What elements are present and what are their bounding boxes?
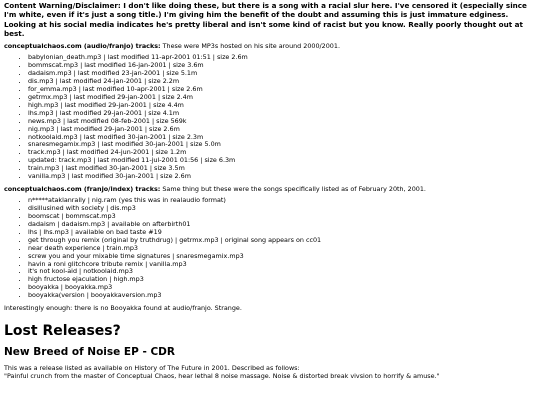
list-item: • n*****ataklanrally | nig.ram (yes this was in realaudio format) bbox=[28, 197, 536, 205]
index-track-list bbox=[4, 197, 536, 300]
list-item: • dis.mp3 | last modified 24-jan-2001 | size 2.2m bbox=[28, 78, 536, 86]
list-item: • bommscat.mp3 | last modified 16-jan-2001 | size 3.6m bbox=[28, 62, 536, 70]
audio-track-list bbox=[4, 54, 536, 181]
list-item: • notkoolaid.mp3 | last modified 30-jan-2001 | size 2.3m bbox=[28, 134, 536, 142]
booyakka-note: Interestingly enough: there is no Booyakka found at audio/franjo. Strange. bbox=[4, 304, 242, 313]
lost-releases-heading: Lost Releases? bbox=[4, 323, 121, 340]
content-warning: Content Warning/Disclaimer: I don't like doing these, but there is a song with a racial slur here. I've censored it (especially since I'm white, even if it's just a song title.) I'm giving him the benefit of the doubt and assuming this is just immature edginess. Looking at his social media indicates he's pretty liberal and isn't some kind of racist but you know. Really poorly thought out at best. bbox=[4, 1, 527, 38]
list-item: • track.mp3 | last modified 24-jun-2001 | size 1.2m bbox=[28, 149, 536, 157]
list-item: • nig.mp3 | last modified 29-jan-2001 | size 2.6m bbox=[28, 126, 536, 134]
audio-section-text: These were MP3s hosted on his site around 2000/2001. bbox=[160, 42, 340, 51]
list-item: • dadaism.mp3 | last modified 23-jan-2001 | size 5.1m bbox=[28, 70, 536, 78]
list-item: • booyakka(version | booyakkaversion.mp3 bbox=[28, 292, 536, 300]
list-item: • screw you and your mixable time signatures | snaresmegamix.mp3 bbox=[28, 253, 536, 261]
list-item: • getrmx.mp3 | last modified 29-jan-2001 | size 2.4m bbox=[28, 94, 536, 102]
list-item: • get through you remix (original by truthdrug) | getrmx.mp3 | original song appears on cc01 bbox=[28, 237, 536, 245]
list-item: • vanilla.mp3 | last modified 30-jan-2001 | size 2.6m bbox=[28, 173, 536, 181]
list-item: • updated: track.mp3 | last modified 11-jul-2001 01:56 | size 6.3m bbox=[28, 157, 536, 165]
index-section-heading: conceptualchaos.com (franjo/index) tracks: bbox=[4, 184, 161, 193]
release-description: This was a release listed as available on History of The Future in 2001. Described as follows: bbox=[4, 364, 300, 373]
list-item: • it's not kool-aid | notkoolaid.mp3 bbox=[28, 268, 536, 276]
list-item: • news.mp3 | last modified 08-feb-2001 | size 569k bbox=[28, 118, 536, 126]
list-item: • lhs.mp3 | last modified 29-jan-2001 | size 4.1m bbox=[28, 110, 536, 118]
list-item: • train.mp3 | last modified 30-jan-2001 | size 3.5m bbox=[28, 165, 536, 173]
list-item: • babylonian_death.mp3 | last modified 11-apr-2001 01:51 | size 2.6m bbox=[28, 54, 536, 62]
list-item: • high.mp3 | last modified 29-jan-2001 | size 4.4m bbox=[28, 102, 536, 110]
list-item: • high fructose ejaculation | high.mp3 bbox=[28, 276, 536, 284]
list-item: • snaresmegamix.mp3 | last modified 30-jan-2001 | size 5.0m bbox=[28, 141, 536, 149]
list-item: • lhs | lhs.mp3 | available on bad taste #19 bbox=[28, 229, 536, 237]
list-item: • disillusined with society | dis.mp3 bbox=[28, 205, 536, 213]
list-item: • for_emma.mp3 | last modified 10-apr-2001 | size 2.6m bbox=[28, 86, 536, 94]
list-item: • booyakka | booyakka.mp3 bbox=[28, 284, 536, 292]
list-item: • near death experience | train.mp3 bbox=[28, 245, 536, 253]
list-item: • havin a roni glitchcore tribute remix | vanilla.mp3 bbox=[28, 261, 536, 269]
index-section-intro bbox=[4, 185, 536, 193]
index-section-text: Same thing but these were the songs specifically listed as of February 20th, 2001. bbox=[160, 184, 426, 193]
release-quote: "Painful crunch from the master of Conceptual Chaos, hear lethal 8 noise massage. Noise & distorted break vivsion to horrify & amuse." bbox=[4, 372, 440, 381]
list-item: • dadaism | dadaism.mp3 | available on afterbirth01 bbox=[28, 221, 536, 229]
audio-section-heading: conceptualchaos.com (audio/franjo) tracks: bbox=[4, 42, 161, 51]
audio-section-intro bbox=[4, 42, 536, 50]
release-title: New Breed of Noise EP - CDR bbox=[4, 346, 175, 359]
list-item: • boomscat | bommscat.mp3 bbox=[28, 213, 536, 221]
